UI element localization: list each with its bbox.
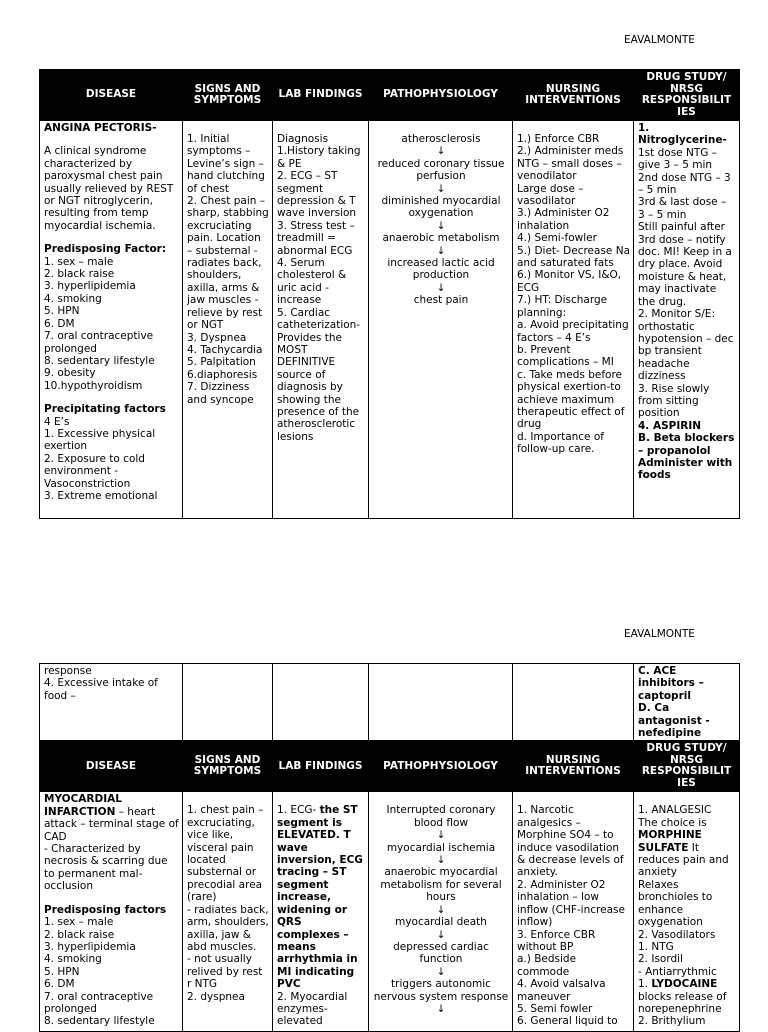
predisposing-list: 1. sex – male 2. black raise 3. hyperlipidemia 4. smoking 5. HPN 6. DM 7. oral contraceptive prolonged 8. sedentary lifestyle 9. obesity 10.hypothyroidism — [44, 255, 155, 392]
drug-text-b: It reduces pain and anxiety Relaxes bronchioles to enhance oxygenation 2. Vasodilators 1. NTG 2. Isordil - Antiarrythmic 1. — [638, 841, 729, 991]
drug-cell — [634, 121, 740, 519]
table-header-row — [40, 741, 740, 792]
disease-table-page2 — [39, 663, 740, 1032]
nursing-cell: 1. Narcotic analgesics – Morphine SO4 – to induce vasodilation & decrease levels of anxiety. 2. Administer O2 inhalation – low inflow (CHF-increase inflow) 3. Enforce CBR without BP a.) Bedside commode 4. Avoid valsalva maneuver 5. Semi fowler 6. General liquid to — [513, 792, 634, 1032]
disease-cell — [40, 121, 183, 519]
continuation-empty — [513, 664, 634, 741]
header-lab: LAB FINDINGS — [273, 70, 369, 121]
continuation-empty — [273, 664, 369, 741]
drug-body: 1st dose NTG – give 3 – 5 min 2nd dose NTG – 3 – 5 min 3rd & last dose – 3 – 5 min Still painful after 3rd dose – notify doc. MI! Keep in a dry place. Avoid moisture & heat, may inactivate the drug. 2. Monitor S/E: orthostatic hypotension – dec bp transient headache dizziness 3. Rise slowly from sitting position — [638, 146, 734, 420]
header-disease: DISEASE — [40, 741, 183, 792]
predisposing-title: Predisposing Factor: — [44, 243, 167, 256]
continuation-row — [40, 664, 740, 741]
disease-title: ANGINA PECTORIS- — [44, 122, 157, 134]
nursing-cell: 1.) Enforce CBR 2.) Administer meds NTG – small doses – venodilator Large dose – vasodilator 3.) Administer O2 inhalation 4.) Semi-fowler 5.) Diet- Decrease Na and saturated fats 6.) Monitor VS, I&O, ECG 7.) HT: Discharge planning: a. Avoid precipitating factors – 4 E’s b. Prevent complications – MI c. Take meds before physical exertion-to achieve maximum therapeutic effect of drug d. Importance of follow-up care. — [513, 121, 634, 519]
disease-table-page1 — [39, 69, 740, 519]
drug-bold-a: MORPHINE SULFATE — [638, 829, 702, 854]
disease-cell — [40, 792, 183, 1032]
lab-rest: 2. Myocardial enzymes- elevated — [277, 990, 348, 1028]
patho-cell: atherosclerosis ↓ reduced coronary tissue perfusion ↓ diminished myocardial oxygenation ↓ anaerobic metabolism ↓ increased lactic acid production ↓ chest pain — [369, 121, 513, 519]
continuation-empty — [183, 664, 273, 741]
continuation-disease: response 4. Excessive intake of food – — [40, 664, 183, 741]
signs-cell: 1. Initial symptoms – Levine’s sign – hand clutching of chest 2. Chest pain – sharp, stabbing excruciating pain. Location – substernal -radiates back, shoulders, axilla, arms & jaw muscles -relieve by rest or NGT 3. Dyspnea 4. Tachycardia 5. Palpitation 6.diaphoresis 7. Dizziness and syncope — [183, 121, 273, 519]
lab-cell — [273, 792, 369, 1032]
signs-cell: 1. chest pain – excruciating, vice like, visceral pain located substernal or precodial area (rare) - radiates back, arm, shoulders, axilla, jaw & abd muscles. - not usually relived by rest r NTG 2. dyspnea — [183, 792, 273, 1032]
disease-description: A clinical syndrome characterized by paroxysmal chest pain usually relieved by REST or NGT nitroglycerin, resulting from temp myocardial ischemia. — [44, 145, 174, 232]
drug-title: 1. Nitroglycerine- — [638, 122, 727, 147]
precipitating-title: Precipitating factors — [44, 403, 166, 416]
continuation-empty — [369, 664, 513, 741]
continuation-drug: C. ACE inhibitors – captopril D. Ca antagonist - nefedipine — [634, 664, 740, 741]
predisposing-list: 1. sex – male 2. black raise 3. hyperlipidemia 4. smoking 5. HPN 6. DM 7. oral contraceptive prolonged 8. sedentary lifestyle — [44, 916, 155, 1028]
drug-bold: 4. ASPIRIN B. Beta blockers – propanolol Administer with foods — [638, 419, 735, 482]
table-row — [40, 792, 740, 1032]
patho-cell: Interrupted coronary blood flow ↓ myocardial ischemia ↓ anaerobic myocardial metabolism for several hours ↓ myocardial death ↓ depressed cardiac function ↓ triggers autonomic nervous system response ↓ — [369, 792, 513, 1032]
drug-text-a: 1. ANALGESIC The choice is — [638, 804, 712, 829]
header-patho: PATHOPHYSIOLOGY — [369, 741, 513, 792]
header-disease: DISEASE — [40, 70, 183, 121]
header-lab: LAB FINDINGS — [273, 741, 369, 792]
lab-cell: Diagnosis 1.History taking & PE 2. ECG – ST segment depression & T wave inversion 3. Stress test – treadmill = abnormal ECG 4. Serum cholesterol & uric acid - increase 5. Cardiac catheterization- Provides the MOST DEFINITIVE source of diagnosis by showing the presence of the atherosclerotic lesions — [273, 121, 369, 519]
disease-description: – heart attack – terminal stage of CAD - Characterized by necrosis & scarring due to permanent mal-occlusion — [44, 805, 179, 893]
header-signs: SIGNS AND SYMPTOMS — [183, 70, 273, 121]
drug-text-c: blocks release of norepenephrine 2. Brithylium — [638, 990, 727, 1028]
table-row — [40, 121, 740, 519]
header-signs: SIGNS AND SYMPTOMS — [183, 741, 273, 792]
header-drug: DRUG STUDY/ NRSG RESPONSIBILIT IES — [634, 70, 740, 121]
header-drug: DRUG STUDY/ NRSG RESPONSIBILIT IES — [634, 741, 740, 792]
header-nursing: NURSING INTERVENTIONS — [513, 741, 634, 792]
disease-title: MYOCARDIAL INFARCTION — [44, 793, 122, 818]
lab-lead: 1. ECG- — [277, 804, 320, 817]
header-patho: PATHOPHYSIOLOGY — [369, 70, 513, 121]
author-name-page2: EAVALMONTE — [624, 628, 695, 640]
drug-bold-b: LYDOCAINE — [651, 978, 718, 991]
table-header-row — [40, 70, 740, 121]
precipitating-list: 4 E’s 1. Excessive physical exertion 2. Exposure to cold environment - Vasoconstriction 3. Extreme emotional — [44, 415, 158, 502]
predisposing-title: Predisposing factors — [44, 903, 167, 916]
header-nursing: NURSING INTERVENTIONS — [513, 70, 634, 121]
author-name: EAVALMONTE — [624, 34, 695, 46]
drug-cell — [634, 792, 740, 1032]
lab-bold: the ST segment is ELEVATED. T wave inversion, ECG tracing – ST segment increase, widening or QRS complexes – means arrhythmia in MI indicating PVC — [277, 804, 363, 991]
